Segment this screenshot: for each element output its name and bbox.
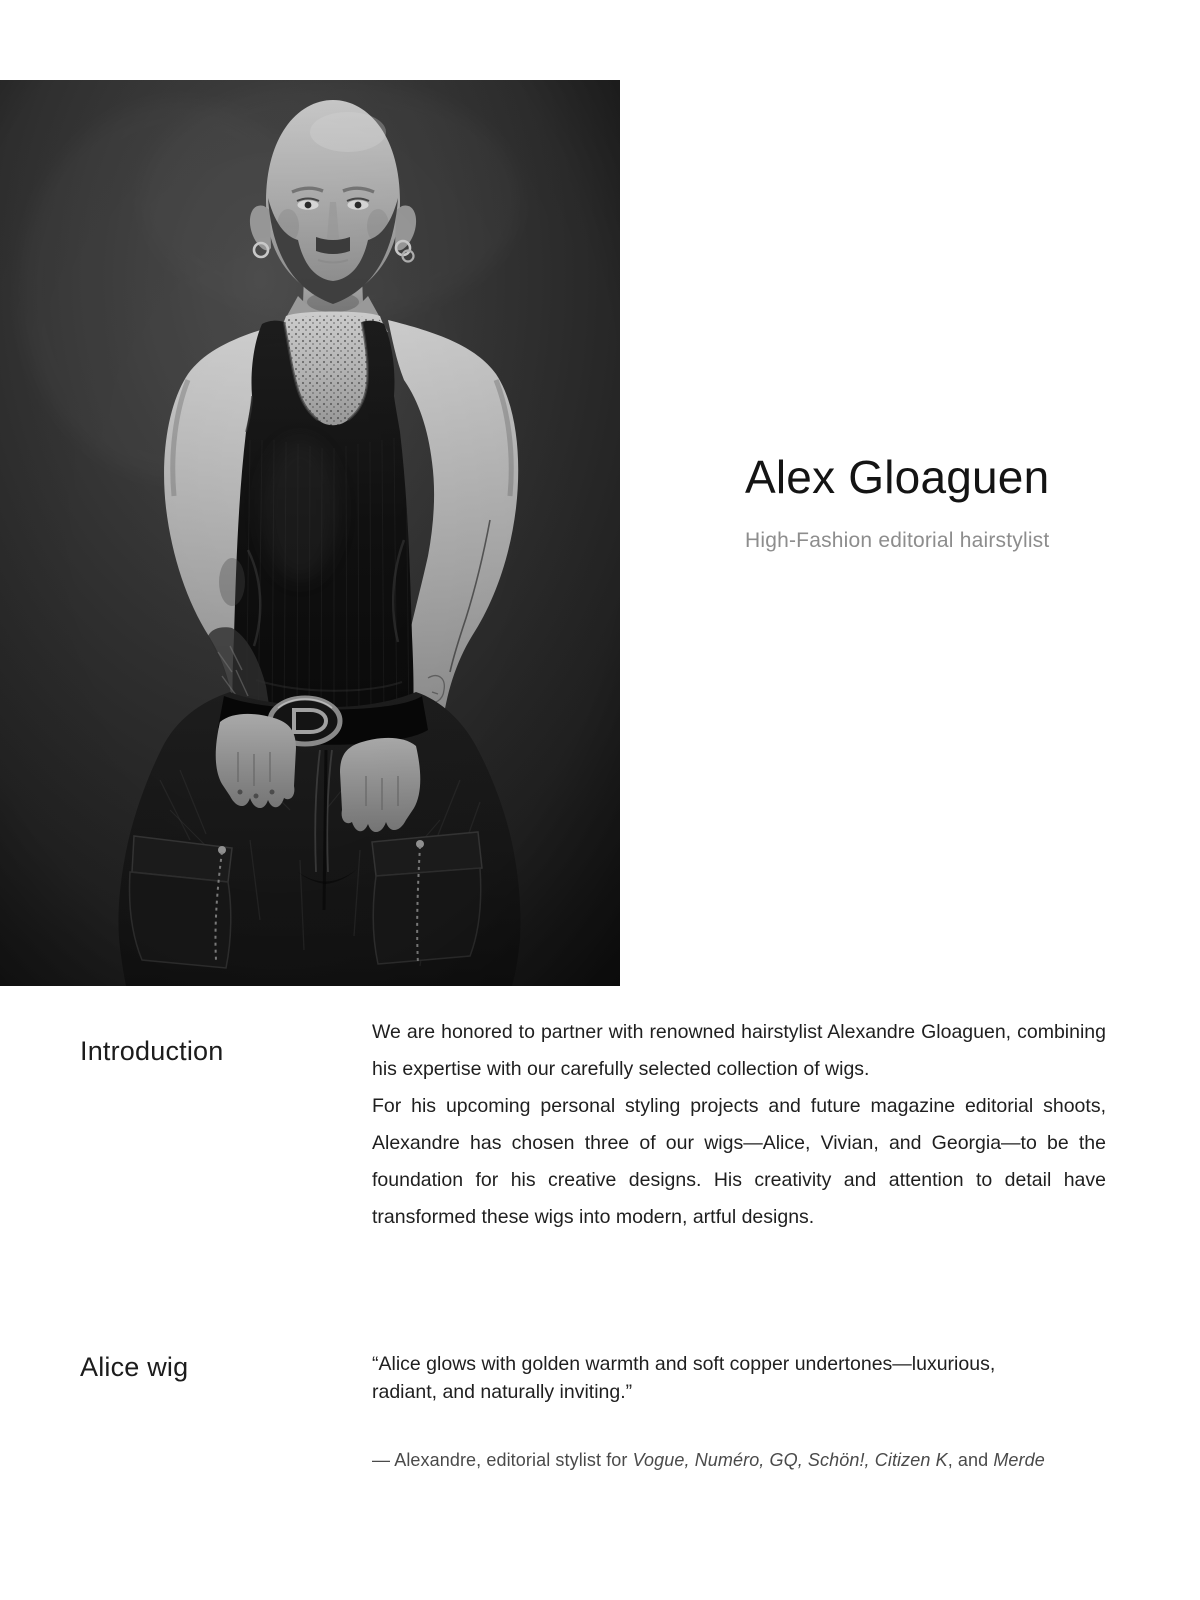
attribution-conjunction: , and [947,1450,994,1470]
introduction-paragraph-1: We are honored to partner with renowned hairstylist Alexandre Gloaguen, combining his expertise with our carefully selected collection of wigs. [372,1021,1106,1080]
page-title: Alex Gloaguen [745,451,1050,503]
quote-attribution [372,1450,1132,1471]
section-heading-alice-wig: Alice wig [80,1352,189,1382]
page-subtitle: High-Fashion editorial hairstylist [745,528,1050,552]
attribution-prefix: — Alexandre, editorial stylist for [372,1450,633,1470]
attribution-last-publication: Merde [993,1450,1045,1470]
section-heading-introduction: Introduction [80,1036,224,1066]
alice-wig-quote [372,1350,1117,1406]
quote-line-2: radiant, and naturally inviting.” [372,1381,633,1403]
attribution-publications: Vogue, Numéro, GQ, Schön!, Citizen K [632,1450,948,1470]
introduction-body [372,1014,1106,1236]
portrait-illustration [0,80,620,986]
quote-line-1: “Alice glows with golden warmth and soft copper undertones—luxurious, [372,1353,996,1375]
portrait-photo [0,80,620,986]
hero-header [745,452,1049,553]
introduction-paragraph-2: For his upcoming personal styling projects and future magazine editorial shoots, Alexandre has chosen three of our wigs—Alice, Vivian, and Georgia—to be the foundation for his creative designs. His creativity and attention to detail have transformed these wigs into modern, artful designs. [372,1095,1106,1228]
